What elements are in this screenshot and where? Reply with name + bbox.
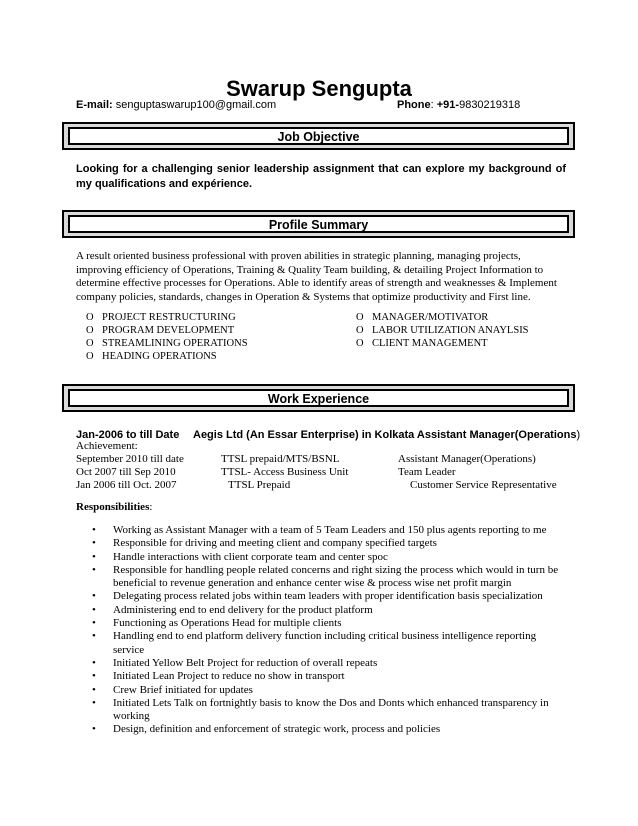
- table-row: September 2010 till date TTSL prepaid/MTS/BSNL Assistant Manager(Operations): [76, 453, 536, 465]
- list-item: • Initiated Lean Project to reduce no show in transport: [92, 670, 345, 683]
- list-item: O LABOR UTILIZATION ANAYLSIS: [356, 325, 529, 336]
- list-item: O STREAMLINING OPERATIONS: [86, 338, 248, 349]
- list-item: • Initiated Lets Talk on fortnightly basis to know the Dos and Donts which enhanced transparency in working: [92, 696, 549, 723]
- profile-summary: A result oriented business professional with proven abilities in strategic planning, managing projects, improving efficiency of Operations, Training & Quality Team building, & detailing Project Information to determine effective processes for Operations. Able to identify areas of strength and weaknesses & Implement company policies, standards, changes in Operation & Systems that optimize productivity and First line.: [76, 250, 557, 303]
- responsibilities-list: [76, 524, 566, 737]
- list-item: • Responsible for driving and meeting client and company specified targets: [92, 537, 437, 550]
- email-line: E-mail: senguptaswarup100@gmail.com: [76, 99, 277, 111]
- email-value: senguptaswarup100@gmail.com: [115, 99, 277, 111]
- list-item: • Handling end to end platform delivery function including critical business intelligence reporting service: [92, 630, 537, 656]
- work-period: Jan-2006 to till Date: [76, 429, 180, 441]
- responsibilities-heading: Responsibilities:: [76, 501, 153, 513]
- list-item: O HEADING OPERATIONS: [86, 351, 217, 362]
- table-row: Jan 2006 till Oct. 2007 TTSL Prepaid Customer Service Representative: [76, 479, 557, 491]
- list-item: • Initiated Yellow Belt Project for reduction of overall repeats: [92, 656, 378, 669]
- section-bar-objective: [62, 122, 575, 150]
- section-bar-work: [62, 384, 575, 412]
- objective-text: Looking for a challenging senior leadership assignment that can explore my background of my qualifications and expérience.: [76, 163, 566, 190]
- phone-label: Phone: [397, 99, 431, 111]
- section-title-objective: Job Objective: [68, 127, 569, 145]
- list-item: • Delegating process related jobs within team leaders with proper identification basis specialization: [92, 590, 543, 603]
- table-row: Oct 2007 till Sep 2010 TTSL- Access Business Unit Team Leader: [76, 466, 456, 478]
- phone-prefix: +91-: [436, 99, 460, 111]
- list-item: • Crew Brief initiated for updates: [92, 683, 253, 696]
- list-item: O MANAGER/MOTIVATOR: [356, 312, 489, 323]
- list-item: • Handle interactions with client corporate team and center spoc: [92, 550, 388, 563]
- candidate-name: Swarup Sengupta: [226, 76, 412, 101]
- skills-list-left: [86, 311, 326, 363]
- list-item: • Responsible for handling people related concerns and right sizing the process which would in turn be beneficial to revenue generation and enhance center wise & process wise net profit margin: [92, 563, 559, 590]
- list-item: • Working as Assistant Manager with a team of 5 Team Leaders and 150 plus agents reporting to me: [92, 524, 547, 536]
- email-label: E-mail: [76, 99, 110, 111]
- section-title-work: Work Experience: [68, 389, 569, 407]
- list-item: • Design, definition and enforcement of strategic work, process and policies: [92, 723, 441, 736]
- list-item: O CLIENT MANAGEMENT: [356, 338, 488, 349]
- achievement-label: Achievement:: [76, 440, 138, 452]
- skills-list-right: [356, 311, 556, 350]
- section-title-profile: Profile Summary: [68, 215, 569, 233]
- section-bar-profile: [62, 210, 575, 238]
- achievement-table: [76, 440, 566, 492]
- list-item: O PROJECT RESTRUCTURING: [86, 312, 236, 323]
- work-company: Aegis Ltd (An Essar Enterprise) in Kolkata Assistant Manager(Operations): [193, 429, 581, 441]
- phone-value: 9830219318: [459, 99, 521, 111]
- phone-line: Phone: +91-9830219318: [397, 99, 521, 111]
- list-item: • Functioning as Operations Head for multiple clients: [92, 617, 342, 630]
- list-item: O PROGRAM DEVELOPMENT: [86, 325, 235, 336]
- list-item: • Administering end to end delivery for the product platform: [92, 603, 373, 616]
